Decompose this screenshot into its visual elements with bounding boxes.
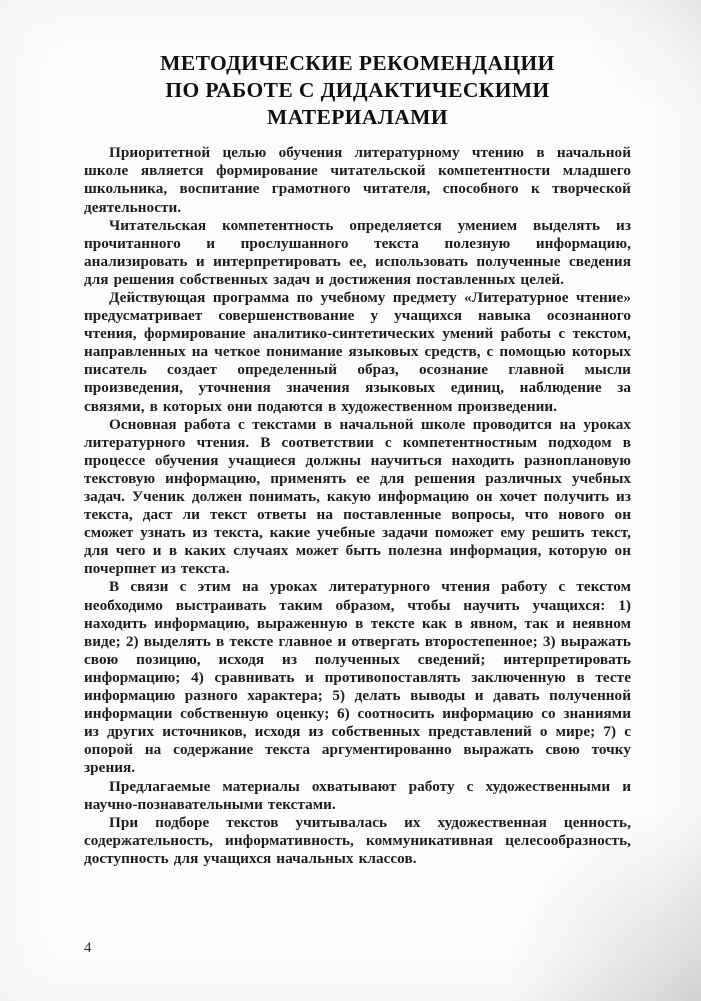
paragraph-6: Предлагаемые материалы охватывают работу с художественными и научно-познавательными текстами. [84,777,631,813]
paragraph-2: Читательская компетентность определяется умением выделять из прочитанного и прослушанного текста полезную информацию, анализировать и интерпретировать ее, использовать полученные сведения для решения собственных задач и достижения поставленных целей. [84,216,631,288]
paragraph-5: В связи с этим на уроках литературного чтения работу с текстом необходимо выстраивать таким образом, чтобы научить учащихся: 1) находить информацию, выраженную в тексте как в явном, так и неявном виде; 2) выделять в тексте главное и отвергать второстепенное; 3) выражать свою позицию, исходя из полученных сведений; интерпретировать информацию; 4) сравнивать и противопоставлять заключенную в тесте информацию разного характера; 5) делать выводы и давать полученной информации собственную оценку; 6) соотносить информацию со знаниями из других источников, исходя из собственных представлений о мире; 7) с опорой на содержание текста аргументированно выражать свою точку зрения. [84,578,631,777]
paragraph-3: Действующая программа по учебному предмету «Литературное чтение» предусматривает совершенствование у учащихся навыка осознанного чтения, формирование аналитико-синтетических умений работы с текстом, направленных на четкое понимание языковых средств, с помощью которых писатель создает определенный образ, осознание главной мысли произведения, уточнения значения языковых единиц, наблюдение за связями, в которых они подаются в художественном произведении. [84,288,631,415]
document-body [84,144,631,868]
page-number: 4 [84,940,92,956]
page-title [84,50,631,131]
paragraph-7: При подборе текстов учитывалась их художественная ценность, содержательность, информативность, коммуникативная целесообразность, доступность для учащихся начальных классов. [84,813,631,867]
title-line-3: МАТЕРИАЛАМИ [267,105,448,130]
paragraph-1: Приоритетной целью обучения литературному чтению в начальной школе является формирование читательской компетентности младшего школьника, воспитание грамотного читателя, способного к творческой деятельности. [84,144,631,216]
paragraph-4: Основная работа с текстами в начальной школе проводится на уроках литературного чтения. В соответствии с компетентностным подходом в процессе обучения учащиеся должны научиться находить разноплановую текстовую информацию, применять ее для решения различных учебных задач. Ученик должен понимать, какую информацию он хочет получить из текста, даст ли текст ответы на поставленные вопросы, что нового он сможет узнать из текста, какие учебные задачи поможет ему решить текст, для чего и в каких случаях может быть полезна информация, которую он почерпнет из текста. [84,415,631,578]
title-line-1: МЕТОДИЧЕСКИЕ РЕКОМЕНДАЦИИ [160,51,555,75]
title-line-2: ПО РАБОТЕ С ДИДАКТИЧЕСКИМИ [165,78,550,103]
